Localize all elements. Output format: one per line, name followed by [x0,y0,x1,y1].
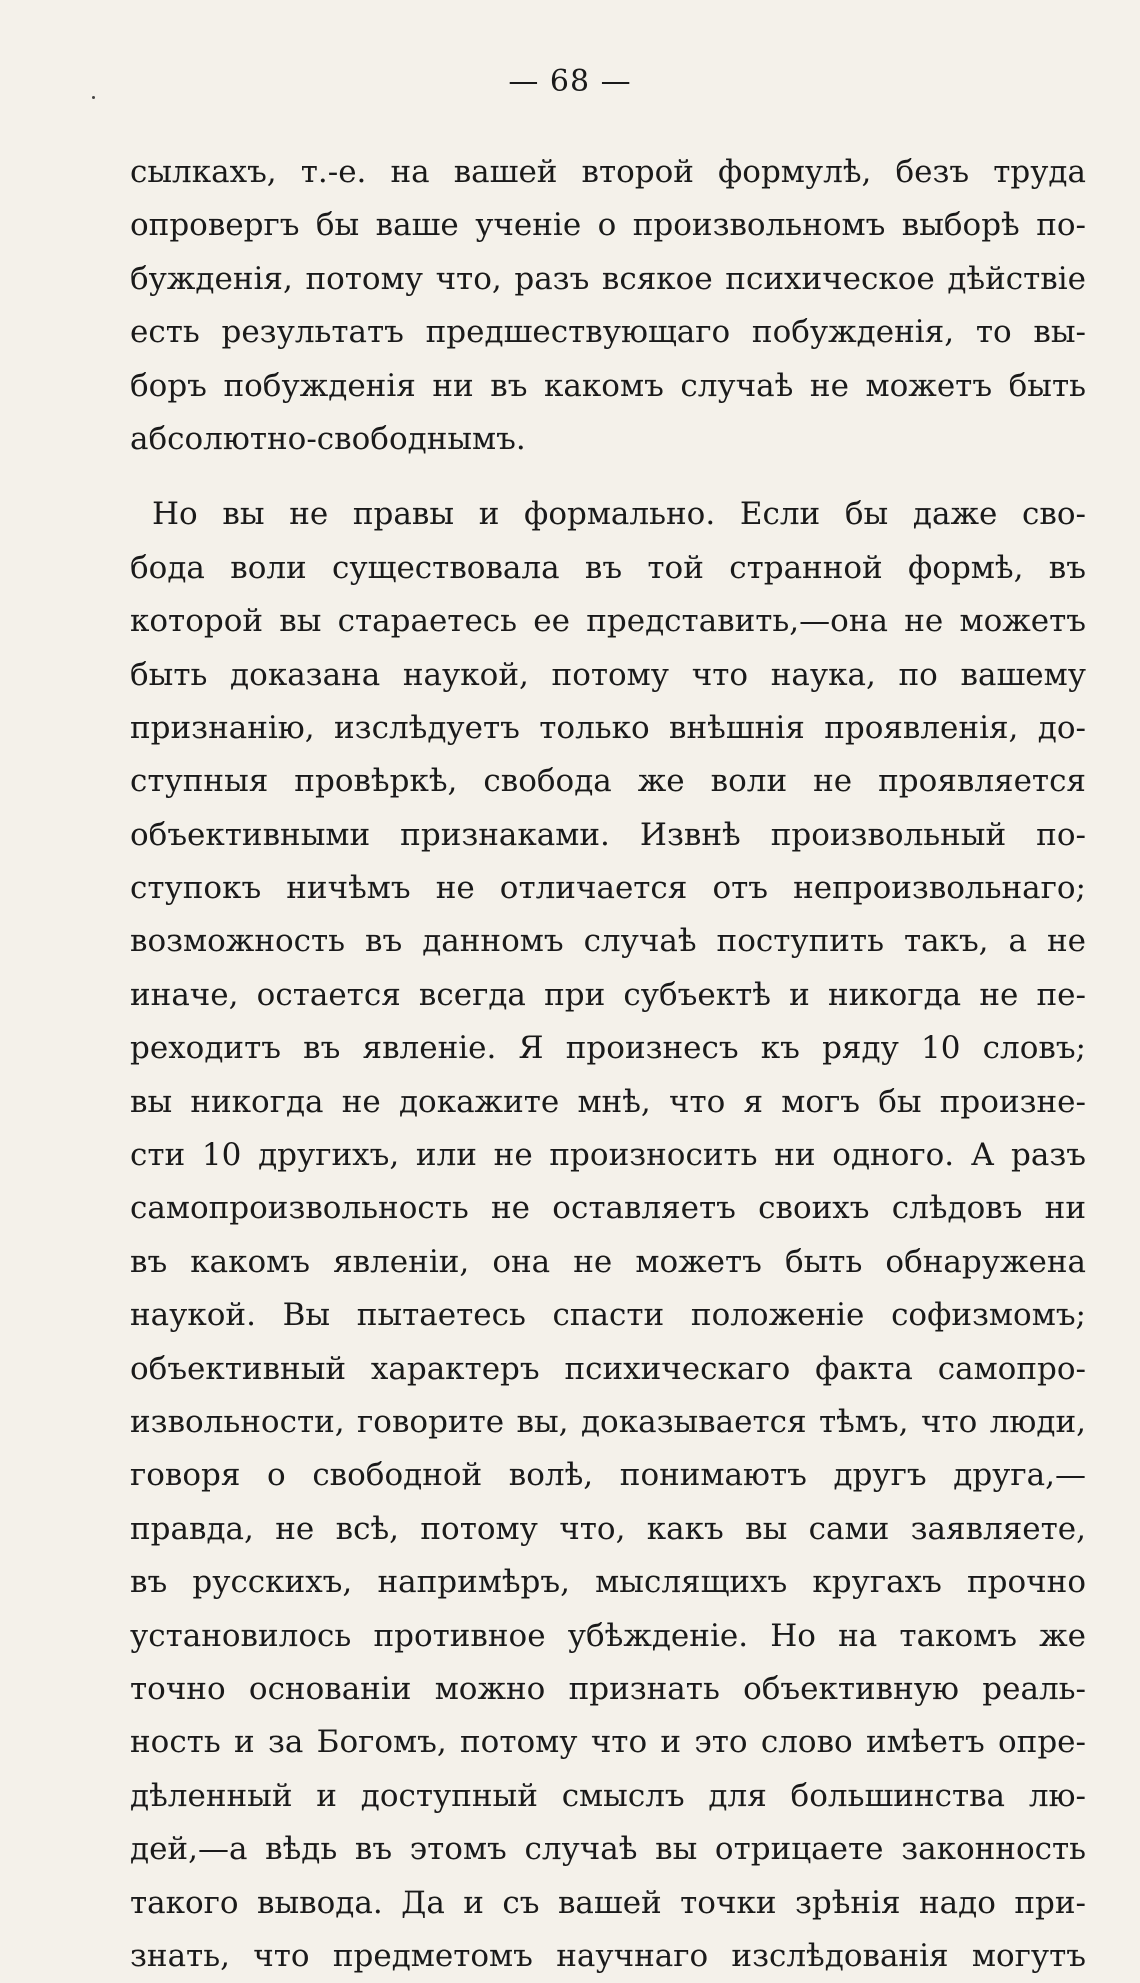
text-line: наукой. Вы пытаетесь спасти положеніе софизмомъ; [130,1297,1086,1334]
body-text [130,146,1086,1983]
text-line: абсолютно-свободнымъ. [130,420,526,457]
text-line: реходитъ въ явленіе. Я произнесъ къ ряду 10 словъ; [130,1030,1086,1067]
paragraph [130,488,1086,1983]
text-line: точно основаніи можно признать объективную реаль- [130,1670,1086,1707]
text-line: дѣленный и доступный смыслъ для большинства лю- [130,1777,1086,1814]
text-line: ность и за Богомъ, потому что и это слово имѣетъ опре- [130,1724,1086,1761]
text-line: Но вы не правы и формально. Если бы даже сво- [152,496,1086,533]
page-number: — 68 — [508,64,632,99]
text-line: знать, что предметомъ научнаго изслѣдованія могутъ [130,1937,1086,1974]
text-line: правда, не всѣ, потому что, какъ вы сами заявляете, [130,1510,1086,1547]
text-line: быть доказана наукой, потому что наука, по вашему [130,656,1086,693]
text-line: признанію, изслѣдуетъ только внѣшнія проявленія, до- [130,709,1086,746]
text-line: бода воли существовала въ той странной формѣ, въ [130,549,1086,586]
text-line: сылкахъ, т.-е. на вашей второй формулѣ, безъ труда [130,154,1086,190]
text-line: которой вы стараетесь ее представить,—она не можетъ [130,603,1086,640]
paragraph [130,146,1086,466]
text-line: боръ побужденія ни въ какомъ случаѣ не можетъ быть [130,367,1086,404]
text-line: извольности, говорите вы, доказывается тѣмъ, что люди, [130,1403,1086,1440]
text-line: самопроизвольность не оставляетъ своихъ слѣдовъ ни [130,1190,1086,1227]
text-line: опровергъ бы ваше ученіе о произвольномъ выборѣ по- [130,207,1086,244]
text-line: объективными признаками. Извнѣ произвольный по- [130,816,1086,853]
text-line: ступокъ ничѣмъ не отличается отъ непроизвольнаго; [130,870,1086,907]
text-line: вы никогда не докажите мнѣ, что я могъ бы произне- [130,1083,1086,1120]
text-line: сти 10 другихъ, или не произносить ни одного. А разъ [130,1137,1086,1174]
text-line: установилось противное убѣжденіе. Но на такомъ же [130,1617,1086,1654]
text-line: объективный характеръ психическаго факта самопро- [130,1350,1086,1387]
text-line: говоря о свободной волѣ, понимаютъ другъ друга,— [130,1457,1086,1494]
text-line: есть результатъ предшествующаго побужденія, то вы- [130,314,1086,351]
text-line: въ русскихъ, напримѣръ, мыслящихъ кругахъ прочно [130,1564,1086,1601]
text-line: возможность въ данномъ случаѣ поступить такъ, а не [130,923,1086,960]
text-line: дей,—а вѣдь въ этомъ случаѣ вы отрицаете законность [130,1831,1086,1868]
text-line: бужденія, потому что, разъ всякое психическое дѣйствіе [130,260,1086,297]
text-line: такого вывода. Да и съ вашей точки зрѣнія надо при- [130,1884,1086,1921]
text-line: ступныя провѣркѣ, свобода же воли не проявляется [130,763,1086,800]
text-line: въ какомъ явленіи, она не можетъ быть обнаружена [130,1243,1086,1280]
text-line: иначе, остается всегда при субъектѣ и никогда не пе- [130,976,1086,1013]
